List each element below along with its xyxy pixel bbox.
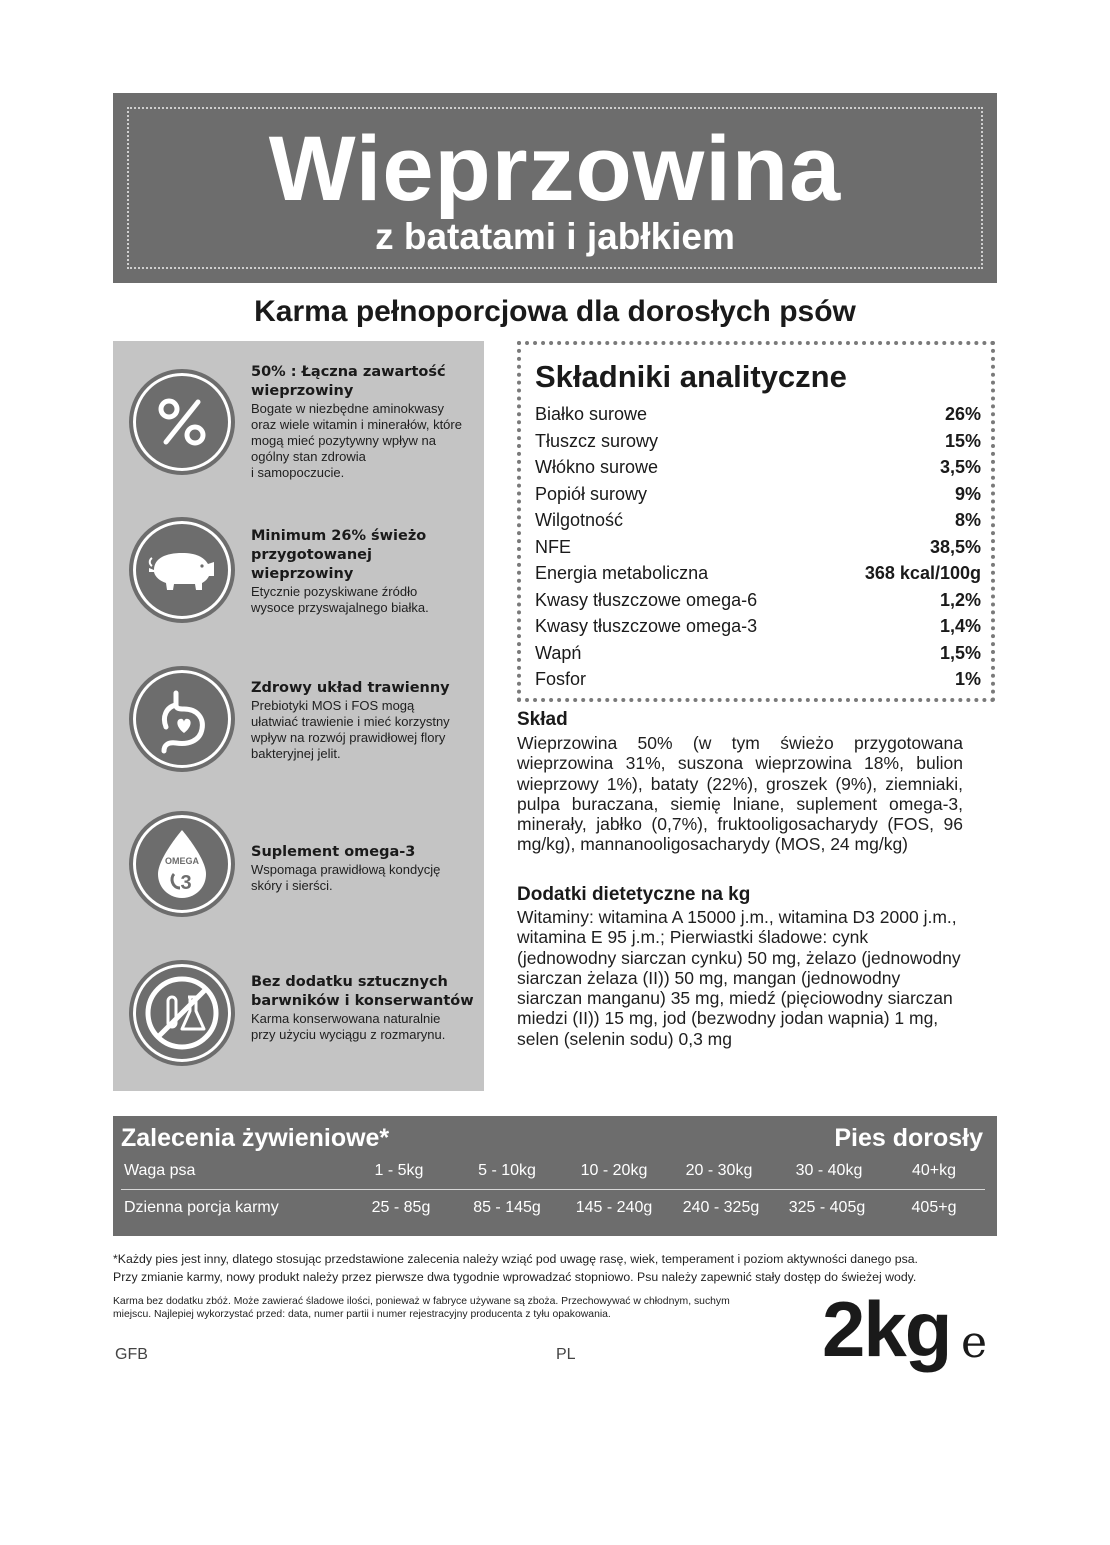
analytic-row [535,428,981,454]
feature-desc-line: Etycznie pozyskiwane źródło [251,584,418,599]
product-subtitle: z batatami i jabłkiem [375,216,735,257]
product-header [113,93,997,283]
analytic-value: 1% [954,669,981,689]
analytic-row [535,454,981,480]
composition-text: Wieprzowina 50% (w tym świeżo przygotowana wieprzowina 31%, suszona wieprzowina 18%, bulion wieprzowy 1%), bataty (22%), groszek (9%), ziemniaki, pulpa buraczana, siemię lniane, suplement omega-3, minerały, jabłko (0,7%), fruktooligosacharydy (FOS, 96 mg/kg), mannanooligosacharydy (MOS, 24 mg/kg) [517,733,963,855]
feeding-footnote [113,1250,997,1286]
analytic-name: Włókno surowe [535,457,659,477]
feature-desc-line: wysoce przyswajalnego białka. [251,600,429,615]
portion-cell: 325 - 405g [788,1199,866,1216]
additives-text: Witaminy: witamina A 15000 j.m., witamina D3 2000 j.m., witamina E 95 j.m.; Pierwiastki śladowe: cynk (jednowodny siarczan cynku) 50 mg, żelazo (jednowodny siarczan żelaza (II)) 50 mg, mangan (jednowodny siarczan manganu) 35 mg, miedź (pięciowodny siarczan miedzi (II)) 15 mg, jod (bezwodny jodan wapnia) 1 mg, selen (selenin sodu) 0,3 mg [517,907,961,1049]
feeding-guide-table [113,1116,997,1236]
omega-number: 3 [180,872,192,894]
analytic-name: Energia metaboliczna [535,563,709,583]
feature-desc-line: ogólny stan zdrowia [251,449,366,464]
feature-desc-line: Wspomaga prawidłową kondycję [251,862,441,877]
weight-cell: 1 - 5kg [374,1162,424,1179]
feeding-weight-row [113,1156,997,1186]
pig-icon [133,521,231,619]
feature-desc-line: ułatwiać trawienie i mieć korzystny [251,714,450,729]
feature-desc-line: skóry i sierści. [251,878,333,893]
analytic-value: 1,4% [939,616,981,636]
estimated-sign-mark: e [961,1317,988,1368]
feature-heading: 50% : Łączna zawartość wieprzowiny [251,364,446,399]
analytic-row [535,640,981,666]
weight-cell: 10 - 20kg [580,1162,648,1179]
analytic-value: 3,5% [939,457,981,477]
analytic-value: 368 kcal/100g [864,563,981,583]
analytic-row [535,613,981,639]
additives-heading: Dodatki dietetyczne na kg [517,884,751,905]
analytic-value: 15% [944,430,981,451]
feature-heading: Minimum 26% świeżo przygotowanej wieprzowiny [251,528,427,582]
analytic-value: 9% [954,483,981,504]
feature-heading: Zdrowy układ trawienny [251,680,450,696]
analytic-row [535,507,981,533]
analytic-name: Wilgotność [535,510,624,530]
portion-cell: 85 - 145g [473,1199,541,1216]
weight-cell: 5 - 10kg [478,1162,536,1179]
feature-desc-line: Bogate w niezbędne aminokwasy [251,401,444,416]
omega-label: OMEGA [164,856,200,866]
analytic-name: Fosfor [535,669,587,689]
portion-cell: 405+g [911,1199,957,1216]
analytic-value: 8% [954,510,981,530]
analytic-name: Tłuszcz surowy [535,430,659,451]
legal-notice [113,1295,813,1321]
feature-desc-line: przy użyciu wyciągu z rozmarynu. [251,1027,446,1042]
analytic-value: 38,5% [929,536,981,557]
product-title: Wieprzowina [268,118,842,220]
feature-desc-line: mogą mieć pozytywny wpływ na [251,433,436,448]
net-weight: 2kg [822,1285,951,1373]
analytic-name: Kwasy tłuszczowe omega-6 [535,589,758,610]
legal-line: miejscu. Najlepiej wykorzystać przed: data, numer partii i numer rejestracyjny producenta z tyłu opakowania. [113,1309,611,1320]
analytic-value: 1,2% [939,589,981,610]
feeding-category: Pies dorosły [834,1124,983,1152]
analytic-constituents-box [517,341,995,702]
feeding-portion-row [113,1193,997,1223]
analytic-name: Kwasy tłuszczowe omega-3 [535,616,758,636]
stomach-heart-icon [133,670,231,768]
header-dotted-frame [127,107,983,269]
analytic-value: 26% [944,404,981,424]
no-chemicals-icon [133,964,231,1062]
product-tagline: Karma pełnoporcjowa dla dorosłych psów [254,295,856,328]
analytic-row [535,401,981,427]
omega-drop-icon [133,815,231,913]
feature-heading: Suplement omega-3 [251,844,416,860]
feature-desc-line: Prebiotyki MOS i FOS mogą [251,698,415,713]
footnote-line: *Każdy pies jest inny, dlatego stosując przedstawione zalecenia należy wziąć pod uwagę rasę, wiek, temperament i poziom aktywności danego psa. [113,1252,918,1266]
weight-label: Waga psa [124,1162,196,1179]
feature-heading: Bez dodatku sztucznych barwników i konserwantów [251,974,474,1009]
feature-desc-line: Karma konserwowana naturalnie [251,1011,441,1026]
analytic-name: NFE [535,536,571,557]
analytic-row [535,587,981,613]
feature-desc-line: bakteryjnej jelit. [251,746,341,761]
analytic-row [535,481,981,507]
weight-cell: 40+kg [911,1162,957,1179]
analytic-row [535,666,981,692]
analytic-title: Składniki analityczne [535,359,847,394]
feature-desc-line: wpływ na rozwój prawidłowej flory [251,730,446,745]
feature-desc-line: oraz wiele witamin i minerałów, które [251,417,462,432]
code-gfb: GFB [115,1346,148,1363]
percent-icon [133,373,231,471]
weight-cell: 30 - 40kg [795,1162,863,1179]
analytic-row [535,534,981,560]
feeding-divider [121,1189,985,1190]
feature-desc-line: i samopoczucie. [251,465,345,480]
features-panel [113,341,484,1091]
portion-cell: 25 - 85g [371,1199,431,1216]
weight-cell: 20 - 30kg [685,1162,753,1179]
portion-label: Dzienna porcja karmy [124,1199,279,1216]
analytic-row [535,560,981,586]
portion-cell: 240 - 325g [682,1199,760,1216]
legal-line: Karma bez dodatku zbóż. Może zawierać śladowe ilości, ponieważ w fabryce używane są zboża. Przechowywać w chłodnym, suchym [113,1296,730,1307]
footnote-line: Przy zmianie karmy, nowy produkt należy przez pierwsze dwa tygodnie wprowadzać stopniowo. Psu należy zapewnić stały dostęp do świeżej wody. [113,1270,917,1284]
feeding-title: Zalecenia żywieniowe* [121,1124,390,1152]
analytic-name: Popiół surowy [535,483,648,504]
portion-cell: 145 - 240g [575,1199,653,1216]
analytic-value: 1,5% [939,642,981,663]
analytic-name: Białko surowe [535,404,648,424]
analytic-name: Wapń [535,642,582,663]
code-country: PL [556,1346,576,1363]
composition-heading: Skład [517,709,568,730]
